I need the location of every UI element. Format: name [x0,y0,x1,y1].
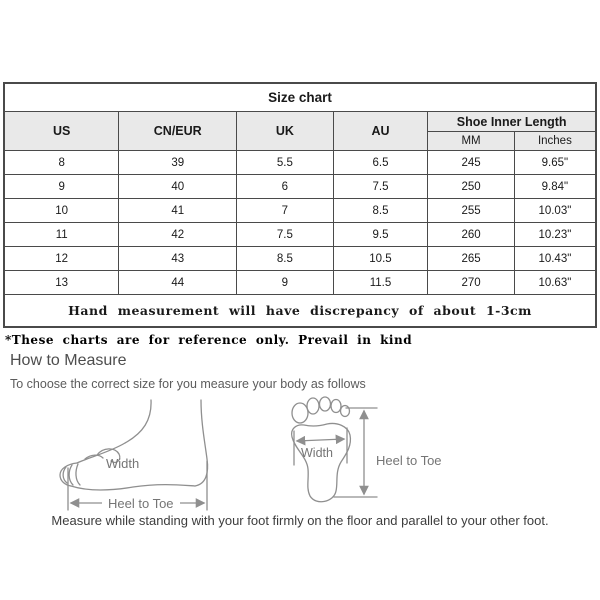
size-cell: 11.5 [333,271,428,295]
size-cell: 10.5 [333,247,428,271]
size-cell: 44 [119,271,237,295]
size-cell: 41 [119,199,237,223]
size-row [4,151,596,175]
col-header-mm: MM [428,132,514,151]
size-cell: 10.23" [514,223,596,247]
col-header-inner-length: Shoe Inner Length [428,112,596,132]
sole-toe-5 [341,406,350,417]
size-row [4,199,596,223]
foot-side-instep-line [77,400,151,463]
size-cell: 8 [4,151,119,175]
table-title: Size chart [4,83,596,112]
size-row [4,247,596,271]
size-cell: 7 [237,199,333,223]
size-cell: 9 [4,175,119,199]
size-row [4,271,596,295]
how-to-measure-intro: To choose the correct size for you measure your body as follows [10,377,366,391]
size-chart-table [3,82,597,328]
foot-side-heel-line [195,400,208,486]
size-table-body [4,151,596,295]
size-cell: 250 [428,175,514,199]
sole-width-arrow [297,439,344,441]
foot-side-sole-line [71,485,195,490]
table-title-row [4,83,596,112]
size-cell: 255 [428,199,514,223]
size-cell: 265 [428,247,514,271]
size-cell: 13 [4,271,119,295]
size-cell: 9.84" [514,175,596,199]
measure-instruction-footer: Measure while standing with your foot firmly on the floor and parallel to your other foot. [51,513,549,528]
reference-note: *These charts are for reference only. Prevail in kind [5,333,413,347]
size-cell: 9.65" [514,151,596,175]
size-cell: 9 [237,271,333,295]
side-heel-to-toe-label: Heel to Toe [102,496,180,511]
how-to-measure-heading: How to Measure [10,352,127,369]
table-footnote-row [4,295,596,328]
size-cell: 10.43" [514,247,596,271]
table-footnote: Hand measurement will have discrepancy of about 1-3cm [4,295,596,328]
sole-heel-to-toe-label: Heel to Toe [376,453,442,468]
sole-toe-2 [307,398,319,414]
col-header-uk: UK [237,112,333,151]
foot-side-toe-arc-3 [76,464,80,485]
size-cell: 8.5 [237,247,333,271]
col-header-au: AU [333,112,428,151]
size-row [4,175,596,199]
size-cell: 12 [4,247,119,271]
size-cell: 260 [428,223,514,247]
size-cell: 8.5 [333,199,428,223]
size-cell: 42 [119,223,237,247]
size-cell: 270 [428,271,514,295]
col-header-us: US [4,112,119,151]
size-cell: 6 [237,175,333,199]
size-cell: 40 [119,175,237,199]
size-cell: 6.5 [333,151,428,175]
sole-toe-4 [331,400,341,413]
col-header-inches: Inches [514,132,596,151]
size-cell: 5.5 [237,151,333,175]
sole-outline [292,423,351,501]
size-cell: 11 [4,223,119,247]
table-header-row [4,112,596,132]
size-cell: 10.03" [514,199,596,223]
size-row [4,223,596,247]
col-header-cn-eur: CN/EUR [119,112,237,151]
size-cell: 7.5 [237,223,333,247]
size-cell: 39 [119,151,237,175]
size-cell: 10 [4,199,119,223]
sole-toe-3 [320,397,331,411]
size-cell: 9.5 [333,223,428,247]
size-cell: 43 [119,247,237,271]
sole-big-toe [292,403,308,423]
sole-width-label: Width [301,446,333,460]
size-cell: 10.63" [514,271,596,295]
size-cell: 7.5 [333,175,428,199]
size-cell: 245 [428,151,514,175]
foot-side-toe-arc-1 [63,467,67,483]
foot-side-toe-arc-2 [69,465,73,485]
side-width-label: Width [106,456,140,471]
